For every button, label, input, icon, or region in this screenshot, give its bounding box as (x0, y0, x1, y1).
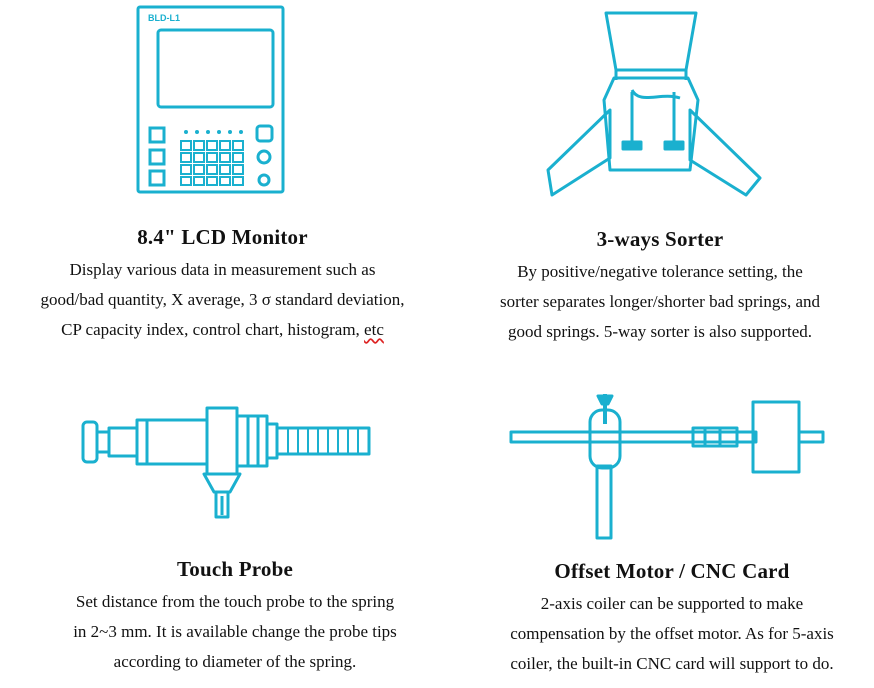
feature-description (0, 587, 470, 677)
svg-text:BLD-L1: BLD-L1 (148, 13, 180, 23)
description-line: coiler, the built-in CNC card will support to do. (510, 654, 834, 673)
description-line: good/bad quantity, X average, 3 σ standard deviation, (40, 290, 405, 309)
feature-title: 8.4" LCD Monitor (137, 225, 308, 249)
description-line: compensation by the offset motor. As for 5-axis (510, 624, 834, 643)
description-line: in 2~3 mm. It is available change the probe tips (73, 622, 397, 641)
sorter-illustration (540, 10, 765, 198)
feature-description (445, 257, 874, 347)
offset-motor-illustration (508, 392, 828, 542)
feature-title: Offset Motor / CNC Card (554, 559, 790, 583)
description-line: good springs. 5-way sorter is also supported. (507, 322, 813, 341)
feature-card-lcd-monitor (0, 225, 445, 345)
feature-card-offset-motor (470, 559, 874, 679)
description-line: By positive/negative tolerance setting, the (517, 262, 803, 281)
lcd-monitor-illustration (130, 5, 290, 195)
feature-description (0, 255, 445, 345)
description-line: Set distance from the touch probe to the spring (75, 592, 395, 611)
description-line: according to diameter of the spring. (113, 652, 357, 671)
feature-title: Touch Probe (177, 557, 293, 581)
feature-card-touch-probe (0, 557, 470, 677)
description-line: 2-axis coiler can be supported to make (540, 594, 804, 613)
feature-title: 3-ways Sorter (596, 227, 724, 251)
description-line: Display various data in measurement such as (69, 260, 376, 279)
description-line: CP capacity index, control chart, histogram, etc (61, 320, 384, 339)
feature-card-sorter (445, 227, 874, 347)
feature-description (470, 589, 874, 679)
description-line: sorter separates longer/shorter bad springs, and (499, 292, 821, 311)
touch-probe-illustration (80, 400, 375, 525)
